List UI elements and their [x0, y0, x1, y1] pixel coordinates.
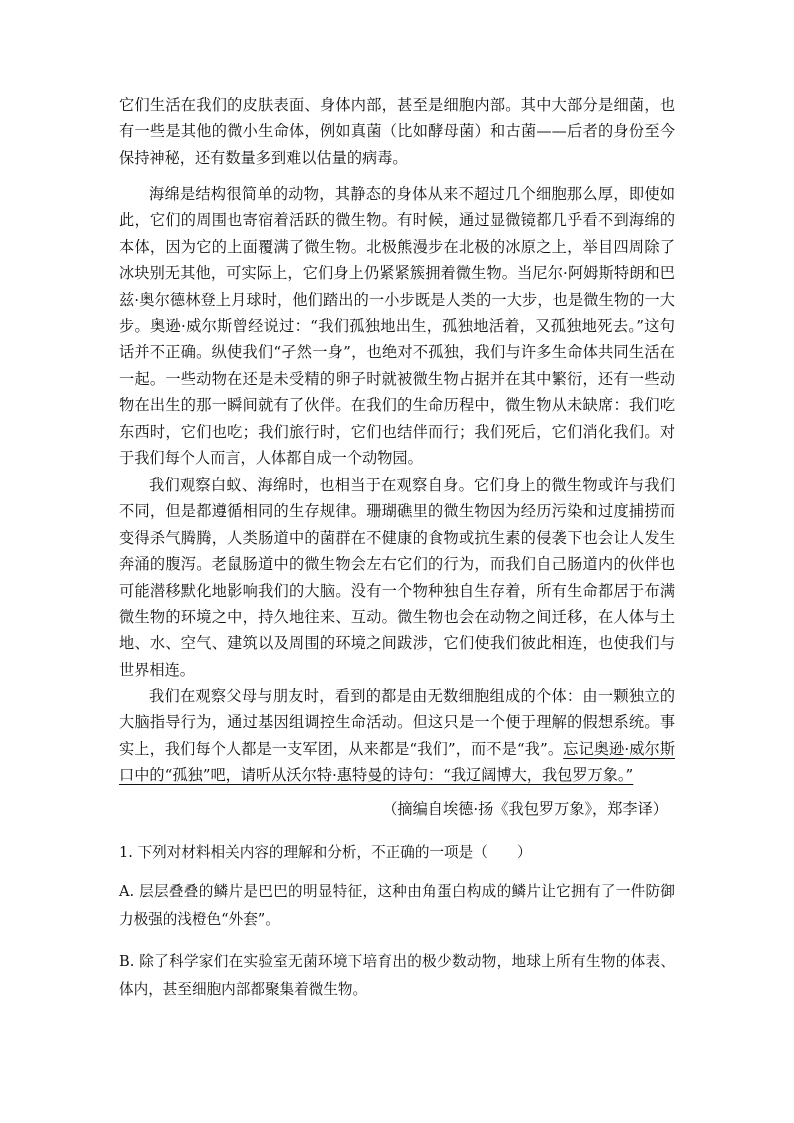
paragraph-2: 海绵是结构很简单的动物，其静态的身体从来不超过几个细胞那么厚，即使如此，它们的周围也寄宿着活跃的微生物。有时候，通过显微镜都几乎看不到海绵的本体，因为它的上面覆满了微生物。北极熊漫步在北极的冰原之上，举目四周除了冰块别无其他，可实际上，它们身上仍紧紧簇拥着微生物。当尼尔·阿姆斯特朗和巴兹·奥尔德林登上月球时，他们踏出的一小步既是人类的一大步，也是微生物的一大步。奥逊·威尔斯曾经说过：“我们孤独地出生，孤独地活着，又孤独地死去。”这句话并不正确。纵使我们“孑然一身”，也绝对不孤独，我们与许多生命体共同生活在一起。一些动物在还是未受精的卵子时就被微生物占据并在其中繁衍，还有一些动物在出生的那一瞬间就有了伙伴。在我们的生命历程中，微生物从未缺席：我们吃东西时，它们也吃；我们旅行时，它们也结伴而行；我们死后，它们消化我们。对于我们每个人而言，人体都自成一个动物园。 [119, 185, 675, 468]
question-1-stem: 1. 下列对材料相关内容的理解和分析，不正确的一项是（ ） [119, 844, 532, 861]
paragraph-1: 它们生活在我们的皮肤表面、身体内部，甚至是细胞内部。其中大部分是细菌，也有一些是其他的微小生命体，例如真菌（比如酵母菌）和古菌——后者的身份至今保持神秘，还有数量多到难以估量的病毒。 [119, 96, 675, 167]
option-a: A. 层层叠叠的鳞片是巴巴的明显特征，这种由角蛋白构成的鳞片让它拥有了一件防御力极强的浅橙色“外套”。 [119, 883, 675, 928]
source-citation: （摘编自埃德·扬《我包罗万象》，郑李译） [382, 800, 668, 818]
option-b: B. 除了科学家们在实验室无菌环境下培育出的极少数动物，地球上所有生物的体表、体内，甚至细胞内部都聚集着微生物。 [119, 953, 675, 998]
paragraph-4-underlined-text: 忘记奥逊·威尔斯口中的“孤独”吧，请听从沃尔特·惠特曼的诗句：“我辽阔博大，我包罗万象。” [119, 739, 676, 785]
paragraph-4 [119, 683, 675, 789]
paragraph-4-text: 我们在观察父母与朋友时，看到的都是由无数细胞组成的个体：由一颗独立的大脑指导行为，通过基因组调控生命活动。但这只是一个便于理解的假想系统。事实上，我们每个人都是一支军团，从来都是“我们”，而不是“我”。 [119, 687, 675, 758]
paragraph-3: 我们观察白蚁、海绵时，也相当于在观察自身。它们身上的微生物或许与我们不同，但是都遵循相同的生存规律。珊瑚礁里的微生物因为经历污染和过度捕捞而变得杀气腾腾，人类肠道中的菌群在不健康的食物或抗生素的侵袭下也会让人发生奔涌的腹泻。老鼠肠道中的微生物会左右它们的行为，而我们自己肠道内的伙伴也可能潜移默化地影响我们的大脑。没有一个物种独自生存着，所有生命都居于布满微生物的环境之中，持久地往来、互动。微生物也会在动物之间迁移，在人体与土地、水、空气、建筑以及周围的环境之间跋涉，它们使我们彼此相连，也使我们与世界相连。 [119, 476, 675, 679]
